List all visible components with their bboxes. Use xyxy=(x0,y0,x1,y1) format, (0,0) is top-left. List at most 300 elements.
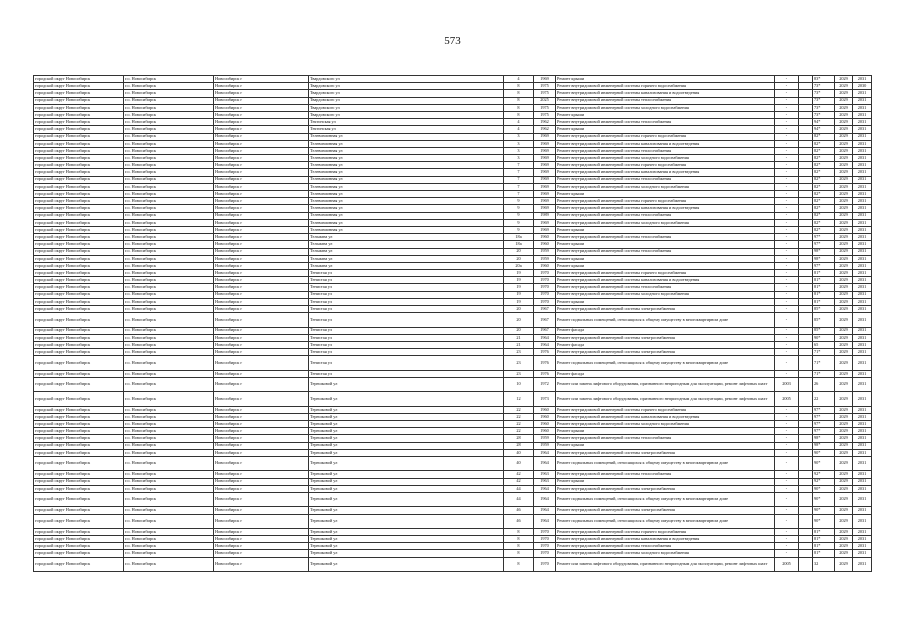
city-cell: Новосибирск г xyxy=(214,284,309,291)
settlement-cell: г.о. Новосибирск xyxy=(124,478,214,485)
period-start-cell: 2029 xyxy=(835,169,853,176)
lift-year-cell: - xyxy=(775,255,799,262)
work-type-cell: Ремонт внутридомовой инженерной системы холодного водоснабжения xyxy=(556,421,775,428)
extra-cell xyxy=(799,270,813,277)
city-cell: Новосибирск г xyxy=(214,327,309,334)
period-start-cell: 2029 xyxy=(835,435,853,442)
lift-year-cell: - xyxy=(775,356,799,370)
period-start-cell: 2029 xyxy=(835,76,853,83)
city-cell: Новосибирск г xyxy=(214,377,309,391)
build-year-cell: 1969 xyxy=(534,155,556,162)
municipality-cell: городской округ Новосибирск xyxy=(34,234,124,241)
table-row xyxy=(34,183,872,190)
wear-cell: 98* xyxy=(813,248,835,255)
period-start-cell: 2029 xyxy=(835,226,853,233)
lift-year-cell: - xyxy=(775,212,799,219)
table-row xyxy=(34,471,872,478)
period-start-cell: 2029 xyxy=(835,478,853,485)
build-year-cell: 1969 xyxy=(534,162,556,169)
table-row xyxy=(34,298,872,305)
city-cell: Новосибирск г xyxy=(214,442,309,449)
settlement-cell: г.о. Новосибирск xyxy=(124,449,214,456)
house-number-cell: 28 xyxy=(504,442,534,449)
work-type-cell: Ремонт или замена лифтового оборудования, признанного непригодным для эксплуатации, ремонт лифтовых шахт xyxy=(556,557,775,571)
lift-year-cell: - xyxy=(775,478,799,485)
period-start-cell: 2029 xyxy=(835,550,853,557)
wear-cell: 82* xyxy=(813,191,835,198)
period-start-cell: 2029 xyxy=(835,176,853,183)
table-row xyxy=(34,428,872,435)
city-cell: Новосибирск г xyxy=(214,104,309,111)
table-row xyxy=(34,248,872,255)
lift-year-cell: - xyxy=(775,162,799,169)
house-number-cell: 8 xyxy=(504,97,534,104)
extra-cell xyxy=(799,485,813,492)
street-cell: Тенистая ул xyxy=(309,277,504,284)
wear-cell: 97* xyxy=(813,413,835,420)
build-year-cell: 1975 xyxy=(534,104,556,111)
municipality-cell: городской округ Новосибирск xyxy=(34,485,124,492)
period-start-cell: 2029 xyxy=(835,341,853,348)
period-start-cell: 2029 xyxy=(835,284,853,291)
house-number-cell: 23 xyxy=(504,349,534,356)
municipality-cell: городской округ Новосибирск xyxy=(34,169,124,176)
municipality-cell: городской округ Новосибирск xyxy=(34,126,124,133)
settlement-cell: г.о. Новосибирск xyxy=(124,133,214,140)
settlement-cell: г.о. Новосибирск xyxy=(124,406,214,413)
settlement-cell: г.о. Новосибирск xyxy=(124,277,214,284)
work-type-cell: Ремонт внутридомовой инженерной системы электроснабжения xyxy=(556,306,775,313)
build-year-cell: 1962 xyxy=(534,126,556,133)
period-end-cell: 2031 xyxy=(853,435,872,442)
extra-cell xyxy=(799,97,813,104)
city-cell: Новосибирск г xyxy=(214,270,309,277)
street-cell: Тельмана ул xyxy=(309,262,504,269)
lift-year-cell: - xyxy=(775,104,799,111)
city-cell: Новосибирск г xyxy=(214,528,309,535)
municipality-cell: городской округ Новосибирск xyxy=(34,392,124,406)
table-row xyxy=(34,370,872,377)
period-start-cell: 2029 xyxy=(835,313,853,327)
city-cell: Новосибирск г xyxy=(214,198,309,205)
work-type-cell: Ремонт внутридомовой инженерной системы холодного водоснабжения xyxy=(556,219,775,226)
table-row xyxy=(34,212,872,219)
street-cell: Твардовского ул xyxy=(309,90,504,97)
table-row xyxy=(34,219,872,226)
table-row xyxy=(34,140,872,147)
municipality-cell: городской округ Новосибирск xyxy=(34,406,124,413)
period-end-cell: 2031 xyxy=(853,536,872,543)
wear-cell: 82* xyxy=(813,133,835,140)
street-cell: Терешковой ул xyxy=(309,413,504,420)
extra-cell xyxy=(799,212,813,219)
period-end-cell: 2031 xyxy=(853,478,872,485)
municipality-cell: городской округ Новосибирск xyxy=(34,226,124,233)
build-year-cell: 1975 xyxy=(534,90,556,97)
period-start-cell: 2029 xyxy=(835,83,853,90)
house-number-cell: 12 xyxy=(504,392,534,406)
house-number-cell: 4 xyxy=(504,76,534,83)
build-year-cell: 1976 xyxy=(534,349,556,356)
build-year-cell: 1964 xyxy=(534,449,556,456)
extra-cell xyxy=(799,557,813,571)
build-year-cell: 1972 xyxy=(534,377,556,391)
period-start-cell: 2029 xyxy=(835,104,853,111)
extra-cell xyxy=(799,536,813,543)
street-cell: Терешковой ул xyxy=(309,435,504,442)
extra-cell xyxy=(799,234,813,241)
lift-year-cell: - xyxy=(775,327,799,334)
table-row xyxy=(34,226,872,233)
street-cell: Терешковой ул xyxy=(309,406,504,413)
municipality-cell: городской округ Новосибирск xyxy=(34,162,124,169)
period-start-cell: 2029 xyxy=(835,528,853,535)
extra-cell xyxy=(799,406,813,413)
city-cell: Новосибирск г xyxy=(214,406,309,413)
table-row xyxy=(34,485,872,492)
period-end-cell: 2031 xyxy=(853,119,872,126)
lift-year-cell: - xyxy=(775,334,799,341)
period-end-cell: 2031 xyxy=(853,291,872,298)
lift-year-cell: 2003 xyxy=(775,377,799,391)
settlement-cell: г.о. Новосибирск xyxy=(124,543,214,550)
build-year-cell: 1963 xyxy=(534,478,556,485)
work-type-cell: Ремонт крыши xyxy=(556,442,775,449)
house-number-cell: 20 xyxy=(504,255,534,262)
table-row xyxy=(34,356,872,370)
city-cell: Новосибирск г xyxy=(214,97,309,104)
period-start-cell: 2029 xyxy=(835,97,853,104)
settlement-cell: г.о. Новосибирск xyxy=(124,536,214,543)
city-cell: Новосибирск г xyxy=(214,349,309,356)
municipality-cell: городской округ Новосибирск xyxy=(34,421,124,428)
build-year-cell: 1970 xyxy=(534,557,556,571)
settlement-cell: г.о. Новосибирск xyxy=(124,219,214,226)
lift-year-cell: - xyxy=(775,413,799,420)
wear-cell: 82* xyxy=(813,198,835,205)
extra-cell xyxy=(799,277,813,284)
extra-cell xyxy=(799,492,813,506)
period-start-cell: 2029 xyxy=(835,270,853,277)
extra-cell xyxy=(799,341,813,348)
period-end-cell: 2031 xyxy=(853,449,872,456)
house-number-cell: 21 xyxy=(504,334,534,341)
municipality-cell: городской округ Новосибирск xyxy=(34,97,124,104)
period-start-cell: 2029 xyxy=(835,255,853,262)
work-type-cell: Ремонт внутридомовой инженерной системы теплоснабжения xyxy=(556,147,775,154)
extra-cell xyxy=(799,428,813,435)
municipality-cell: городской округ Новосибирск xyxy=(34,83,124,90)
municipality-cell: городской округ Новосибирск xyxy=(34,147,124,154)
period-start-cell: 2029 xyxy=(835,147,853,154)
municipality-cell: городской округ Новосибирск xyxy=(34,327,124,334)
municipality-cell: городской округ Новосибирск xyxy=(34,514,124,528)
build-year-cell: 1964 xyxy=(534,457,556,471)
table-row xyxy=(34,241,872,248)
municipality-cell: городской округ Новосибирск xyxy=(34,205,124,212)
period-end-cell: 2031 xyxy=(853,413,872,420)
lift-year-cell: 2005 xyxy=(775,392,799,406)
table-row xyxy=(34,478,872,485)
table-row xyxy=(34,306,872,313)
city-cell: Новосибирск г xyxy=(214,485,309,492)
table-body xyxy=(34,76,872,572)
build-year-cell: 1976 xyxy=(534,370,556,377)
build-year-cell: 1967 xyxy=(534,327,556,334)
city-cell: Новосибирск г xyxy=(214,76,309,83)
wear-cell: 73* xyxy=(813,83,835,90)
table-row xyxy=(34,341,872,348)
settlement-cell: г.о. Новосибирск xyxy=(124,313,214,327)
lift-year-cell: - xyxy=(775,277,799,284)
city-cell: Новосибирск г xyxy=(214,449,309,456)
municipality-cell: городской округ Новосибирск xyxy=(34,442,124,449)
table-row xyxy=(34,349,872,356)
municipality-cell: городской округ Новосибирск xyxy=(34,212,124,219)
house-number-cell: 20 xyxy=(504,306,534,313)
wear-cell: 81* xyxy=(813,528,835,535)
table-row xyxy=(34,205,872,212)
municipality-cell: городской округ Новосибирск xyxy=(34,543,124,550)
period-end-cell: 2031 xyxy=(853,162,872,169)
work-type-cell: Ремонт крыши xyxy=(556,478,775,485)
municipality-cell: городской округ Новосибирск xyxy=(34,104,124,111)
build-year-cell: 1970 xyxy=(534,550,556,557)
work-type-cell: Ремонт внутридомовой инженерной системы теплоснабжения xyxy=(556,97,775,104)
table-row xyxy=(34,550,872,557)
build-year-cell: 1969 xyxy=(534,226,556,233)
wear-cell: 90* xyxy=(813,449,835,456)
house-number-cell: 19 xyxy=(504,270,534,277)
street-cell: Телевизионная ул xyxy=(309,191,504,198)
settlement-cell: г.о. Новосибирск xyxy=(124,255,214,262)
lift-year-cell: - xyxy=(775,111,799,118)
extra-cell xyxy=(799,291,813,298)
build-year-cell: 2025 xyxy=(534,97,556,104)
work-type-cell: Ремонт внутридомовой инженерной системы электроснабжения xyxy=(556,449,775,456)
city-cell: Новосибирск г xyxy=(214,277,309,284)
lift-year-cell: - xyxy=(775,248,799,255)
build-year-cell: 1970 xyxy=(534,536,556,543)
settlement-cell: г.о. Новосибирск xyxy=(124,334,214,341)
table-row xyxy=(34,557,872,571)
period-end-cell: 2031 xyxy=(853,428,872,435)
street-cell: Тектонская ул xyxy=(309,126,504,133)
work-type-cell: Ремонт внутридомовой инженерной системы теплоснабжения xyxy=(556,248,775,255)
work-type-cell: Ремонт крыши xyxy=(556,126,775,133)
house-number-cell: 21 xyxy=(504,341,534,348)
build-year-cell: 1959 xyxy=(534,442,556,449)
work-type-cell: Ремонт внутридомовой инженерной системы канализования и водоотведения xyxy=(556,169,775,176)
build-year-cell: 1969 xyxy=(534,219,556,226)
period-start-cell: 2029 xyxy=(835,191,853,198)
municipality-cell: городской округ Новосибирск xyxy=(34,76,124,83)
settlement-cell: г.о. Новосибирск xyxy=(124,485,214,492)
period-start-cell: 2029 xyxy=(835,298,853,305)
lift-year-cell: - xyxy=(775,169,799,176)
lift-year-cell: - xyxy=(775,306,799,313)
period-end-cell: 2031 xyxy=(853,392,872,406)
wear-cell: 83* xyxy=(813,76,835,83)
period-end-cell: 2031 xyxy=(853,111,872,118)
settlement-cell: г.о. Новосибирск xyxy=(124,550,214,557)
wear-cell: 90* xyxy=(813,492,835,506)
table-row xyxy=(34,255,872,262)
period-start-cell: 2029 xyxy=(835,234,853,241)
period-start-cell: 2029 xyxy=(835,198,853,205)
settlement-cell: г.о. Новосибирск xyxy=(124,262,214,269)
build-year-cell: 1973 xyxy=(534,392,556,406)
wear-cell: 82* xyxy=(813,226,835,233)
city-cell: Новосибирск г xyxy=(214,241,309,248)
period-start-cell: 2029 xyxy=(835,277,853,284)
house-number-cell: 20 xyxy=(504,313,534,327)
municipality-cell: городской округ Новосибирск xyxy=(34,155,124,162)
build-year-cell: 1959 xyxy=(534,248,556,255)
period-start-cell: 2029 xyxy=(835,392,853,406)
table-row xyxy=(34,277,872,284)
period-end-cell: 2031 xyxy=(853,126,872,133)
period-end-cell: 2031 xyxy=(853,557,872,571)
table-row xyxy=(34,334,872,341)
house-number-cell: 19 xyxy=(504,284,534,291)
extra-cell xyxy=(799,413,813,420)
period-end-cell: 2031 xyxy=(853,327,872,334)
work-type-cell: Ремонт фасада xyxy=(556,327,775,334)
extra-cell xyxy=(799,176,813,183)
wear-cell: 92* xyxy=(813,471,835,478)
settlement-cell: г.о. Новосибирск xyxy=(124,76,214,83)
wear-cell: 85* xyxy=(813,313,835,327)
lift-year-cell: - xyxy=(775,485,799,492)
period-end-cell: 2031 xyxy=(853,241,872,248)
work-type-cell: Ремонт внутридомовой инженерной системы канализования и водоотведения xyxy=(556,413,775,420)
street-cell: Телевизионная ул xyxy=(309,169,504,176)
lift-year-cell: - xyxy=(775,349,799,356)
lift-year-cell: - xyxy=(775,126,799,133)
municipality-cell: городской округ Новосибирск xyxy=(34,413,124,420)
city-cell: Новосибирск г xyxy=(214,234,309,241)
street-cell: Тенистая ул xyxy=(309,370,504,377)
street-cell: Телевизионная ул xyxy=(309,183,504,190)
house-number-cell: 8 xyxy=(504,111,534,118)
work-type-cell: Ремонт внутридомовой инженерной системы горячего водоснабжения xyxy=(556,198,775,205)
build-year-cell: 1975 xyxy=(534,83,556,90)
settlement-cell: г.о. Новосибирск xyxy=(124,191,214,198)
period-end-cell: 2031 xyxy=(853,370,872,377)
settlement-cell: г.о. Новосибирск xyxy=(124,126,214,133)
wear-cell: 98* xyxy=(813,435,835,442)
period-start-cell: 2029 xyxy=(835,133,853,140)
work-type-cell: Ремонт внутридомовой инженерной системы теплоснабжения xyxy=(556,212,775,219)
city-cell: Новосибирск г xyxy=(214,334,309,341)
period-start-cell: 2029 xyxy=(835,543,853,550)
build-year-cell: 1962 xyxy=(534,119,556,126)
wear-cell: 82* xyxy=(813,169,835,176)
lift-year-cell: - xyxy=(775,90,799,97)
city-cell: Новосибирск г xyxy=(214,291,309,298)
municipality-cell: городской округ Новосибирск xyxy=(34,507,124,514)
period-end-cell: 2031 xyxy=(853,421,872,428)
lift-year-cell: - xyxy=(775,406,799,413)
period-end-cell: 2031 xyxy=(853,356,872,370)
period-end-cell: 2031 xyxy=(853,262,872,269)
build-year-cell: 1969 xyxy=(534,133,556,140)
period-end-cell: 2031 xyxy=(853,306,872,313)
street-cell: Тектонская ул xyxy=(309,119,504,126)
period-start-cell: 2029 xyxy=(835,471,853,478)
street-cell: Терешковой ул xyxy=(309,442,504,449)
period-start-cell: 2029 xyxy=(835,428,853,435)
municipality-cell: городской округ Новосибирск xyxy=(34,341,124,348)
lift-year-cell: - xyxy=(775,176,799,183)
page-number: 573 xyxy=(444,35,461,47)
period-end-cell: 2031 xyxy=(853,492,872,506)
street-cell: Терешковой ул xyxy=(309,471,504,478)
settlement-cell: г.о. Новосибирск xyxy=(124,176,214,183)
lift-year-cell: - xyxy=(775,191,799,198)
house-number-cell: 9 xyxy=(504,219,534,226)
work-type-cell: Ремонт внутридомовой инженерной системы канализования и водоотведения xyxy=(556,277,775,284)
lift-year-cell: - xyxy=(775,543,799,550)
extra-cell xyxy=(799,140,813,147)
wear-cell: 22 xyxy=(813,392,835,406)
wear-cell: 98* xyxy=(813,255,835,262)
extra-cell xyxy=(799,442,813,449)
work-type-cell: Ремонт или замена лифтового оборудования, признанного непригодным для эксплуатации, ремонт лифтовых шахт xyxy=(556,377,775,391)
build-year-cell: 1960 xyxy=(534,241,556,248)
house-number-cell: 28 xyxy=(504,435,534,442)
period-end-cell: 2030 xyxy=(853,83,872,90)
table-row xyxy=(34,536,872,543)
build-year-cell: 1960 xyxy=(534,413,556,420)
period-end-cell: 2031 xyxy=(853,248,872,255)
settlement-cell: г.о. Новосибирск xyxy=(124,298,214,305)
table-row xyxy=(34,97,872,104)
street-cell: Терешковой ул xyxy=(309,528,504,535)
work-type-cell: Ремонт внутридомовой инженерной системы теплоснабжения xyxy=(556,543,775,550)
settlement-cell: г.о. Новосибирск xyxy=(124,234,214,241)
settlement-cell: г.о. Новосибирск xyxy=(124,291,214,298)
table-row xyxy=(34,126,872,133)
city-cell: Новосибирск г xyxy=(214,557,309,571)
settlement-cell: г.о. Новосибирск xyxy=(124,155,214,162)
work-type-cell: Ремонт внутридомовой инженерной системы горячего водоснабжения xyxy=(556,270,775,277)
extra-cell xyxy=(799,370,813,377)
build-year-cell: 1970 xyxy=(534,543,556,550)
build-year-cell: 1969 xyxy=(534,191,556,198)
municipality-cell: городской округ Новосибирск xyxy=(34,334,124,341)
work-type-cell: Ремонт внутридомовой инженерной системы горячего водоснабжения xyxy=(556,528,775,535)
extra-cell xyxy=(799,111,813,118)
table-row xyxy=(34,406,872,413)
city-cell: Новосибирск г xyxy=(214,205,309,212)
period-start-cell: 2029 xyxy=(835,248,853,255)
settlement-cell: г.о. Новосибирск xyxy=(124,377,214,391)
city-cell: Новосибирск г xyxy=(214,226,309,233)
street-cell: Терешковой ул xyxy=(309,428,504,435)
work-type-cell: Ремонт внутридомовой инженерной системы теплоснабжения xyxy=(556,471,775,478)
lift-year-cell: - xyxy=(775,442,799,449)
lift-year-cell: - xyxy=(775,83,799,90)
settlement-cell: г.о. Новосибирск xyxy=(124,421,214,428)
wear-cell: 82* xyxy=(813,155,835,162)
period-end-cell: 2031 xyxy=(853,334,872,341)
build-year-cell: 1970 xyxy=(534,277,556,284)
table-row xyxy=(34,162,872,169)
municipality-cell: городской округ Новосибирск xyxy=(34,111,124,118)
table-row xyxy=(34,191,872,198)
